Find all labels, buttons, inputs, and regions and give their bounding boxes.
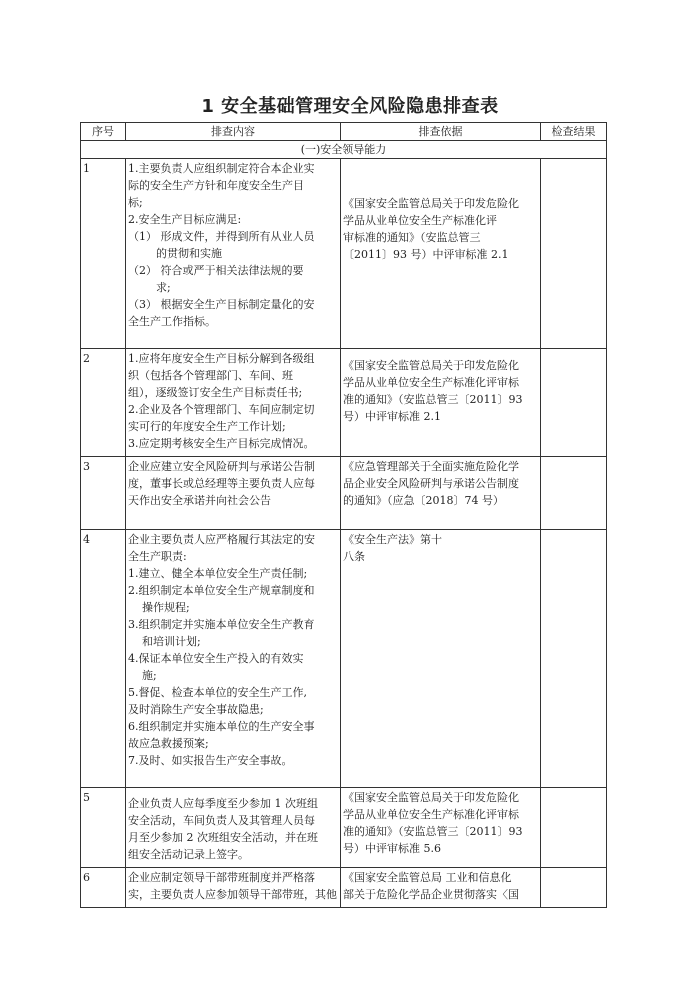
check-basis: 《安全生产法》第十 八条	[341, 530, 541, 788]
row-number: 5	[81, 788, 126, 868]
section-title: (一)安全领导能力	[81, 141, 607, 159]
row-number: 1	[81, 159, 126, 349]
header-seq: 序号	[81, 123, 126, 141]
row-number: 6	[81, 868, 126, 908]
table-row	[81, 159, 607, 349]
hazard-check-table	[80, 122, 607, 908]
check-result[interactable]	[541, 457, 607, 530]
table-header-row	[81, 123, 607, 141]
check-basis: 《应急管理部关于全面实施危险化学 品企业安全风险研判与承诺公告制度 的通知》（应急〔2018〕74 号）	[341, 457, 541, 530]
page-title: 1 安全基础管理安全风险隐患排查表	[201, 96, 499, 117]
check-content: 企业负责人应每季度至少参加 1 次班组 安全活动，车间负责人及其管理人员每 月至少参加 2 次班组安全活动，并在班 组安全活动记录上签字。	[126, 788, 341, 868]
header-result: 检查结果	[541, 123, 607, 141]
check-basis: 《国家安全监管总局关于印发危险化 学品从业单位安全生产标准化评审标 准的通知》（安监总管三〔2011〕93 号）中评审标准 2.1	[341, 349, 541, 457]
table-row	[81, 349, 607, 457]
check-basis: 《国家安全监管总局关于印发危险化 学品从业单位安全生产标准化评审标 准的通知》（安监总管三〔2011〕93 号）中评审标准 5.6	[341, 788, 541, 868]
header-basis: 排查依据	[341, 123, 541, 141]
check-content: 1.主要负责人应组织制定符合本企业实 际的安全生产方针和年度安全生产目 标; 2.安全生产目标应满足: （1） 形成文件，并得到所有从业人员 的贯彻和实施 （2） 符合或严于相关法律法规的要 求; （3） 根据安全生产目标制定量化的安 全生产工作指标。	[126, 159, 341, 349]
row-number: 4	[81, 530, 126, 788]
check-content: 企业应制定领导干部带班制度并严格落 实，主要负责人应参加领导干部带班，其他	[126, 868, 341, 908]
check-basis: 《国家安全监管总局 工业和信息化 部关于危险化学品企业贯彻落实〈国	[341, 868, 541, 908]
check-result[interactable]	[541, 159, 607, 349]
section-row	[81, 141, 607, 159]
table-row	[81, 868, 607, 908]
table-row	[81, 457, 607, 530]
check-result[interactable]	[541, 788, 607, 868]
check-content: 1.应将年度安全生产目标分解到各级组 织（包括各个管理部门、车间、班 组），逐级签订安全生产目标责任书; 2.企业及各个管理部门、车间应制定切 实可行的年度安全生产工作计划; 3.应定期考核安全生产目标完成情况。	[126, 349, 341, 457]
table-row	[81, 530, 607, 788]
check-result[interactable]	[541, 530, 607, 788]
row-number: 3	[81, 457, 126, 530]
check-result[interactable]	[541, 868, 607, 908]
table-row	[81, 788, 607, 868]
header-content: 排查内容	[126, 123, 341, 141]
check-result[interactable]	[541, 349, 607, 457]
row-number: 2	[81, 349, 126, 457]
check-content: 企业应建立安全风险研判与承诺公告制 度，董事长或总经理等主要负责人应每 天作出安全承诺并向社会公告	[126, 457, 341, 530]
check-content: 企业主要负责人应严格履行其法定的安 全生产职责: 1.建立、健全本单位安全生产责任制; 2.组织制定本单位安全生产规章制度和 操作规程; 3.组织制定并实施本单位安全生产教育 和培训计划; 4.保证本单位安全生产投入的有效实 施; 5.督促、检查本单位的安全生产工作, 及时消除生产安全事故隐患; 6.组织制定并实施本单位的生产安全事 故应急救援预案; 7.及时、如实报告生产安全事故。	[126, 530, 341, 788]
check-basis: 《国家安全监管总局关于印发危险化 学品从业单位安全生产标准化评 审标准的通知》（安监总管三 〔2011〕93 号）中评审标准 2.1	[341, 159, 541, 349]
